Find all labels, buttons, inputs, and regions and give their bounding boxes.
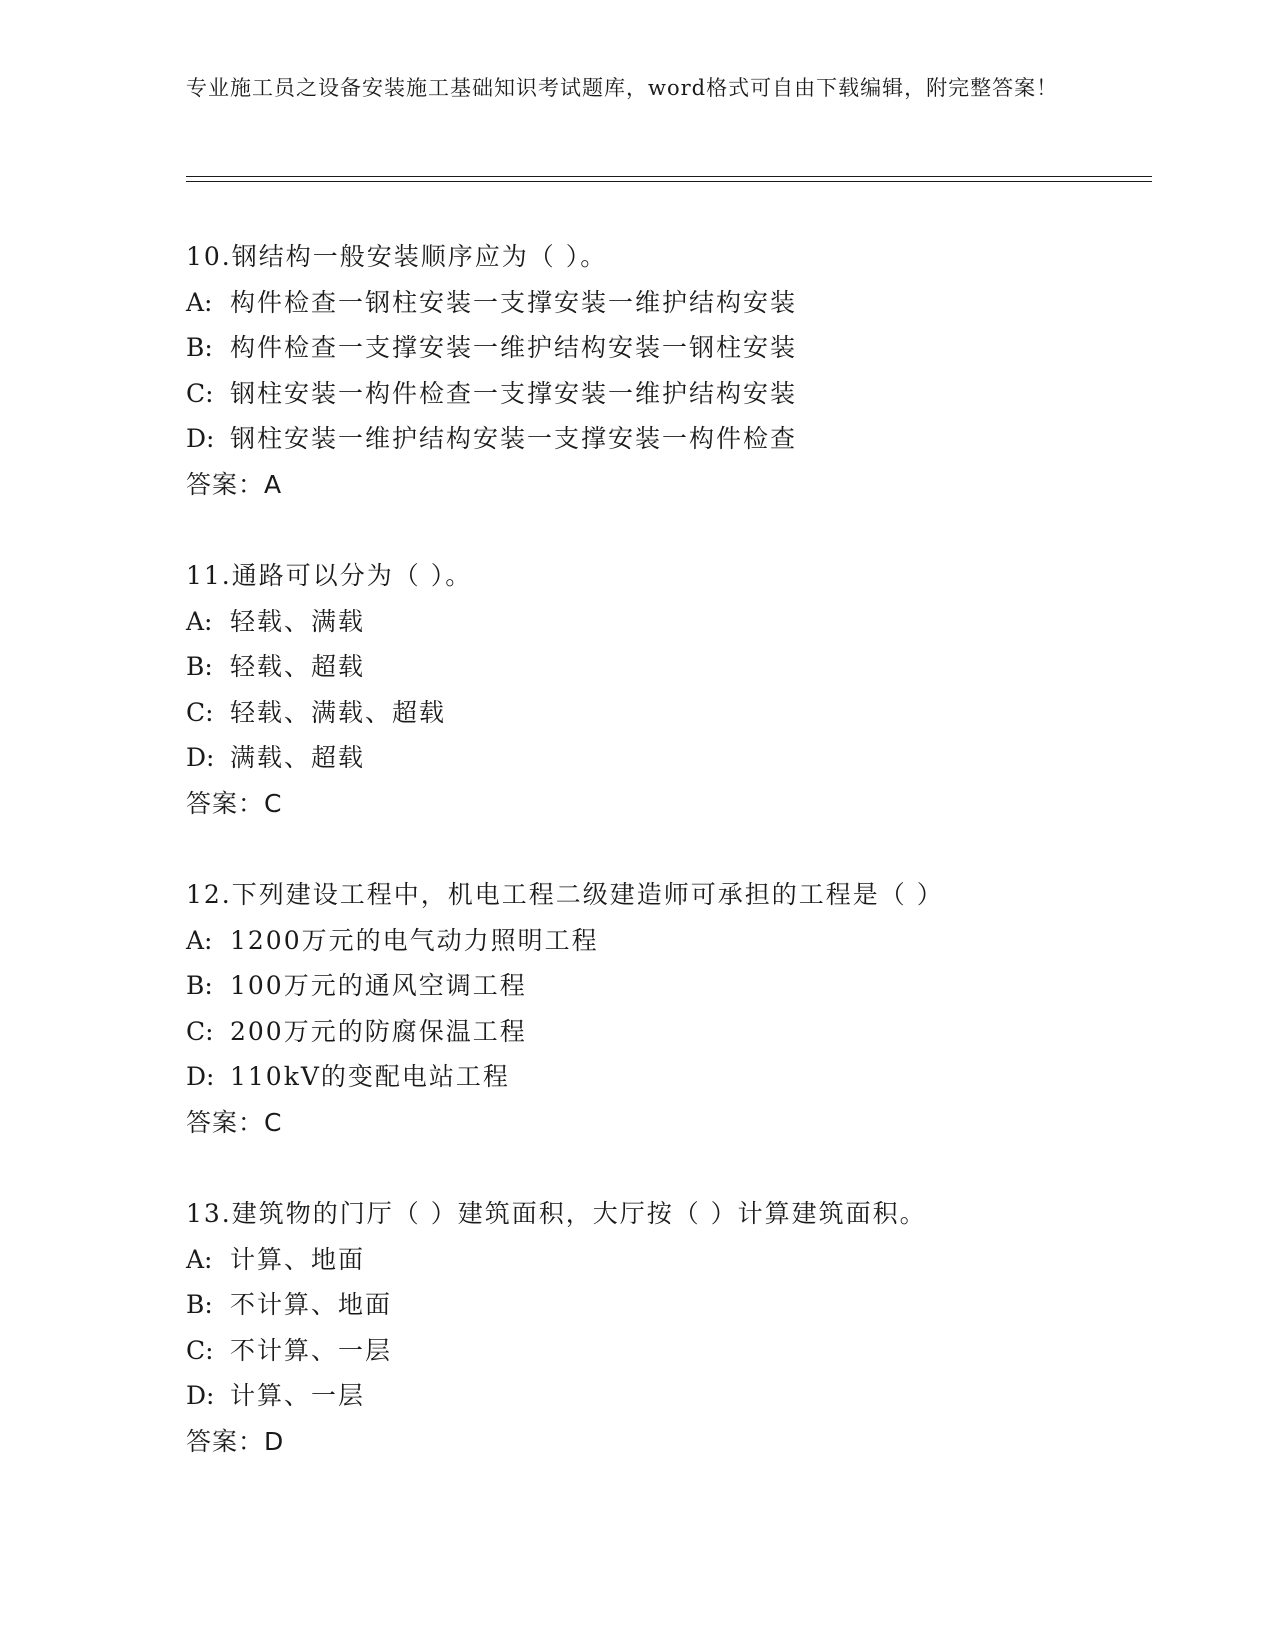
option-text: 计算、一层 bbox=[230, 1381, 366, 1410]
option-b bbox=[186, 325, 1146, 371]
option-text: 不计算、一层 bbox=[230, 1335, 393, 1365]
header-text: 专业施工员之设备安装施工基础知识考试题库，word格式可自由下载编辑，附完整答案！ bbox=[186, 76, 1059, 100]
option-text: 轻载、满载 bbox=[230, 606, 366, 636]
option-c bbox=[186, 1328, 1146, 1374]
option-key: D: bbox=[186, 424, 215, 453]
option-a bbox=[186, 918, 1146, 964]
option-a bbox=[186, 1237, 1146, 1283]
option-c bbox=[186, 371, 1146, 417]
option-text: 钢柱安装一构件检查一支撑安装一维护结构安装 bbox=[230, 378, 798, 408]
question-stem: 10.钢结构一般安装顺序应为（ ）。 bbox=[186, 242, 608, 271]
option-key: A: bbox=[186, 1244, 213, 1274]
option-key: C: bbox=[186, 1016, 214, 1046]
option-key: C: bbox=[186, 378, 214, 408]
option-key: D: bbox=[186, 1381, 215, 1410]
option-key: A: bbox=[186, 287, 213, 317]
answer: 答案：C bbox=[186, 788, 283, 818]
option-text: 轻载、满载、超载 bbox=[230, 697, 447, 727]
option-c bbox=[186, 1009, 1146, 1055]
question-stem: 11.通路可以分为（ ）。 bbox=[186, 561, 473, 590]
option-b bbox=[186, 644, 1146, 690]
option-c bbox=[186, 690, 1146, 736]
option-b bbox=[186, 1282, 1146, 1328]
option-key: B: bbox=[186, 1290, 213, 1319]
option-key: B: bbox=[186, 971, 213, 1000]
option-text: 构件检查一钢柱安装一支撑安装一维护结构安装 bbox=[230, 287, 798, 317]
header-divider-top bbox=[186, 176, 1152, 177]
option-text: 1200万元的电气动力照明工程 bbox=[230, 925, 599, 955]
option-key: D: bbox=[186, 743, 215, 772]
document-header bbox=[186, 72, 1066, 105]
option-key: B: bbox=[186, 652, 213, 681]
option-key: A: bbox=[186, 606, 213, 636]
question-12 bbox=[186, 872, 1146, 1145]
option-b bbox=[186, 963, 1146, 1009]
option-text: 200万元的防腐保温工程 bbox=[230, 1016, 527, 1046]
answer: 答案：D bbox=[186, 1426, 285, 1456]
question-stem: 13.建筑物的门厅（ ）建筑面积，大厅按（ ）计算建筑面积。 bbox=[186, 1199, 927, 1228]
option-text: 不计算、地面 bbox=[230, 1290, 393, 1319]
option-a bbox=[186, 280, 1146, 326]
option-text: 100万元的通风空调工程 bbox=[230, 971, 527, 1000]
option-text: 构件检查一支撑安装一维护结构安装一钢柱安装 bbox=[230, 333, 798, 362]
question-10 bbox=[186, 234, 1146, 507]
option-key: C: bbox=[186, 1335, 214, 1365]
option-d bbox=[186, 735, 1146, 781]
option-text: 110kV的变配电站工程 bbox=[230, 1062, 510, 1091]
option-d bbox=[186, 1373, 1146, 1419]
option-text: 满载、超载 bbox=[230, 743, 366, 772]
answer: 答案：A bbox=[186, 469, 283, 499]
option-a bbox=[186, 599, 1146, 645]
option-text: 钢柱安装一维护结构安装一支撑安装一构件检查 bbox=[230, 424, 798, 453]
option-text: 计算、地面 bbox=[230, 1244, 366, 1274]
question-stem: 12.下列建设工程中，机电工程二级建造师可承担的工程是（ ） bbox=[186, 880, 944, 909]
answer: 答案：C bbox=[186, 1107, 283, 1137]
question-13 bbox=[186, 1191, 1146, 1464]
option-d bbox=[186, 416, 1146, 462]
option-d bbox=[186, 1054, 1146, 1100]
option-key: D: bbox=[186, 1062, 215, 1091]
header-divider-bottom bbox=[186, 181, 1152, 182]
option-key: C: bbox=[186, 697, 214, 727]
option-key: A: bbox=[186, 925, 213, 955]
option-text: 轻载、超载 bbox=[230, 652, 366, 681]
question-11 bbox=[186, 553, 1146, 826]
option-key: B: bbox=[186, 333, 213, 362]
